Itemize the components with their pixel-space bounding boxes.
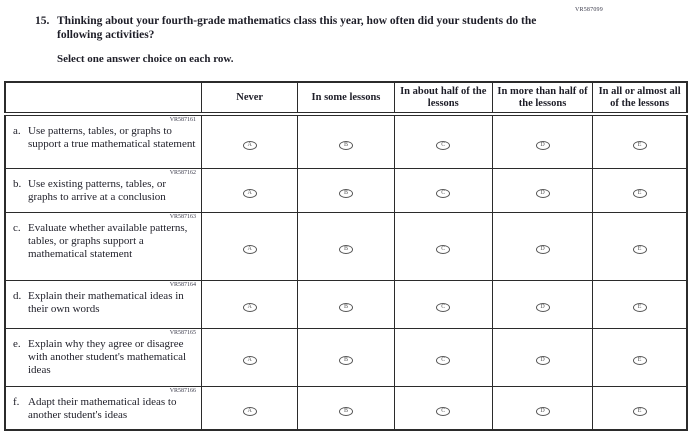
option-cell (298, 328, 394, 386)
oval-letter: C (441, 407, 446, 414)
option-cell (492, 212, 592, 280)
answer-oval[interactable] (633, 356, 647, 365)
answer-oval[interactable] (243, 356, 257, 365)
row-letter: f. (13, 395, 20, 408)
answer-oval[interactable] (436, 407, 450, 416)
oval-letter: A (247, 407, 252, 414)
row-label-cell (5, 328, 202, 386)
row-code: VR587162 (169, 169, 197, 176)
option-cell (394, 212, 492, 280)
row-label-cell (5, 280, 202, 328)
option-cell (394, 168, 492, 212)
oval-letter: B (343, 246, 348, 252)
row-label-cell (5, 114, 202, 168)
table-row-e (5, 328, 687, 386)
answer-oval[interactable] (339, 356, 353, 365)
oval-letter: E (637, 304, 642, 310)
row-code: VR587165 (169, 329, 197, 336)
answer-oval[interactable] (436, 303, 450, 312)
answer-oval[interactable] (339, 407, 353, 416)
option-cell (593, 114, 687, 168)
oval-letter: E (637, 357, 642, 363)
oval-letter: C (441, 190, 446, 196)
column-header-never: Never (202, 82, 298, 114)
answer-matrix-table (4, 81, 688, 431)
oval-letter: C (441, 246, 446, 252)
row-letter: b. (13, 177, 22, 190)
answer-oval[interactable] (436, 245, 450, 254)
option-cell (298, 280, 394, 328)
option-cell (394, 328, 492, 386)
answer-oval[interactable] (243, 141, 257, 150)
table-row-a (5, 114, 687, 168)
row-label: Use existing patterns, tables, or graphs to arrive at a conclusion (28, 177, 167, 203)
row-label-cell (5, 212, 202, 280)
option-cell (492, 280, 592, 328)
option-cell (593, 386, 687, 430)
oval-letter: E (637, 190, 642, 196)
header-empty-cell (5, 82, 202, 114)
oval-letter: B (343, 407, 348, 414)
oval-letter: D (540, 407, 545, 414)
table-row-d (5, 280, 687, 328)
column-header-more-than-half: In more than half of the lessons (492, 82, 592, 114)
option-cell (202, 212, 298, 280)
row-label-cell (5, 386, 202, 430)
option-cell (202, 328, 298, 386)
oval-letter: A (247, 190, 252, 196)
instruction-bold-word: one (87, 53, 104, 65)
question-block (35, 14, 575, 66)
row-letter: a. (13, 125, 21, 137)
oval-letter: B (343, 304, 348, 310)
oval-letter: B (343, 357, 348, 363)
option-cell (593, 168, 687, 212)
table-row-f (5, 386, 687, 430)
option-cell (492, 114, 592, 168)
answer-oval[interactable] (436, 189, 450, 198)
oval-letter: A (247, 357, 252, 363)
oval-letter: D (540, 357, 545, 363)
row-label-cell (5, 168, 202, 212)
row-code: VR587163 (169, 213, 197, 220)
answer-oval[interactable] (536, 189, 550, 198)
question-number: 15. (35, 15, 50, 27)
answer-oval[interactable] (243, 303, 257, 312)
answer-oval[interactable] (339, 245, 353, 254)
answer-oval[interactable] (339, 141, 353, 150)
row-label: Explain their mathematical ideas in their own words (28, 289, 184, 315)
answer-oval[interactable] (536, 356, 550, 365)
answer-oval[interactable] (243, 245, 257, 254)
row-code: VR587161 (169, 117, 197, 123)
oval-letter: D (540, 141, 545, 148)
answer-oval[interactable] (536, 407, 550, 416)
answer-oval[interactable] (633, 141, 647, 150)
answer-oval[interactable] (243, 189, 257, 198)
option-cell (298, 168, 394, 212)
option-cell (394, 114, 492, 168)
option-cell (202, 168, 298, 212)
option-cell (492, 328, 592, 386)
oval-letter: B (343, 190, 348, 196)
row-letter: d. (13, 289, 22, 302)
oval-letter: E (637, 246, 642, 252)
oval-letter: A (247, 304, 252, 310)
oval-letter: D (540, 246, 545, 252)
instruction-suffix: answer choice on each row. (103, 53, 234, 65)
oval-letter: D (540, 190, 545, 196)
answer-oval[interactable] (536, 245, 550, 254)
oval-letter: D (540, 304, 545, 310)
option-cell (593, 328, 687, 386)
column-header-some-lessons: In some lessons (298, 82, 394, 114)
option-cell (394, 280, 492, 328)
oval-letter: E (637, 141, 642, 148)
instruction-prefix: Select (57, 53, 88, 65)
table-row-c (5, 212, 687, 280)
oval-letter: C (441, 141, 446, 148)
question-text: Thinking about your fourth-grade mathematics class this year, how often did your students do the following activities? (57, 15, 537, 41)
row-code: VR587164 (169, 281, 197, 288)
option-cell (298, 212, 394, 280)
option-cell (202, 114, 298, 168)
answer-oval[interactable] (633, 189, 647, 198)
row-letter: c. (13, 221, 21, 234)
oval-letter: A (247, 141, 252, 148)
column-header-about-half: In about half of the lessons (394, 82, 492, 114)
row-code: VR587166 (169, 387, 197, 394)
option-cell (593, 212, 687, 280)
option-cell (394, 386, 492, 430)
oval-letter: C (441, 357, 446, 363)
option-cell (593, 280, 687, 328)
row-label: Evaluate whether available patterns, tables, or graphs support a mathematical statement (28, 221, 188, 260)
row-label: Explain why they agree or disagree with another student's mathematical ideas (28, 337, 187, 376)
oval-letter: B (343, 141, 348, 148)
answer-oval[interactable] (633, 245, 647, 254)
option-cell (202, 280, 298, 328)
oval-letter: E (637, 407, 642, 414)
answer-oval[interactable] (436, 141, 450, 150)
answer-oval[interactable] (339, 189, 353, 198)
row-label: Use patterns, tables, or graphs to support a true mathematical statement (28, 125, 196, 150)
oval-letter: A (247, 246, 252, 252)
answer-oval[interactable] (633, 303, 647, 312)
oval-letter: C (441, 304, 446, 310)
option-cell (298, 386, 394, 430)
column-header-all-or-almost-all: In all or almost all of the lessons (593, 82, 687, 114)
answer-oval[interactable] (536, 141, 550, 150)
table-row-b (5, 168, 687, 212)
answer-oval[interactable] (339, 303, 353, 312)
option-cell (492, 386, 592, 430)
answer-oval[interactable] (243, 407, 257, 416)
option-cell (202, 386, 298, 430)
answer-oval[interactable] (536, 303, 550, 312)
answer-oval[interactable] (436, 356, 450, 365)
form-code: VR587099 (575, 7, 603, 13)
option-cell (298, 114, 394, 168)
row-letter: e. (13, 337, 21, 350)
row-label: Adapt their mathematical ideas to another student's ideas (28, 395, 177, 421)
answer-oval[interactable] (633, 407, 647, 416)
option-cell (492, 168, 592, 212)
question-instruction (57, 53, 575, 66)
header-row (5, 82, 687, 114)
